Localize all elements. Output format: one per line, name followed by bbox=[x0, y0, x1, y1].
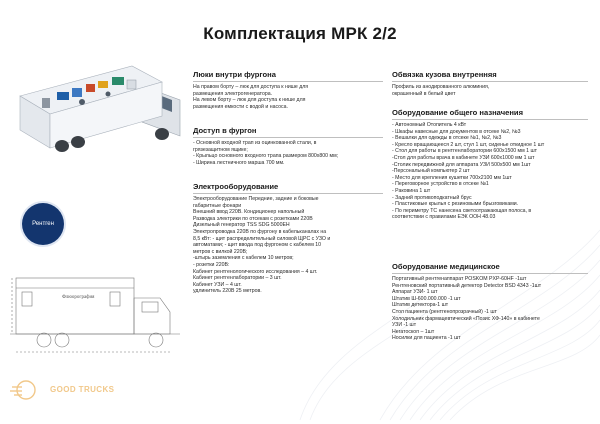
text-line: УЗИ -1 шт bbox=[392, 322, 417, 329]
text-line: Дизельный генератор TSS SDG 5000EH bbox=[193, 222, 290, 229]
text-line: - Стол для работы в рентгенлаборатории 600х1500 мм 1 шт bbox=[392, 148, 537, 155]
text-line: Разводка электрики по отсекам с розетками 220В bbox=[193, 215, 313, 222]
truck-interior-illustration bbox=[12, 56, 186, 156]
text-line: метров с вилкой 220В; bbox=[193, 248, 248, 255]
xray-badge: Рентген bbox=[22, 203, 64, 245]
text-line: На левом борту – люк для доступа к нише для bbox=[193, 97, 306, 104]
text-line: - По периметру ТС нанесена светоотражающая полоса, в bbox=[392, 207, 532, 214]
text-line: 8,5 кВт: - щит распределительный силовой ЩРС с УЗО и bbox=[193, 235, 331, 242]
text-line: Негатоскоп – 1шт bbox=[392, 328, 435, 335]
section-heading: Электрооборудование bbox=[193, 182, 383, 194]
text-line: размещения емкости с водой и насоса. bbox=[193, 103, 288, 110]
text-line: - Шкафы навесные для документов в отсеке №2, №3 bbox=[392, 128, 521, 135]
text-line: - Задний противоподкатный брус bbox=[392, 194, 472, 201]
truck-sign: Флюорография bbox=[62, 295, 95, 300]
text-line: Штатив детектора-1 шт bbox=[392, 302, 449, 309]
text-line: -Столик передвижной для аппарата УЗИ 500х500 мм 1шт bbox=[392, 161, 531, 168]
text-line: - Пластиковые крылья с резиновыми брызговиками. bbox=[392, 201, 519, 208]
text-line: Кабинет рентгенлаборатории – 3 шт. bbox=[193, 275, 282, 282]
text-line: -штырь заземления с кабелем 10 метров; bbox=[193, 255, 294, 262]
text-line: Внешний ввод 220В. Кондиционер напольный bbox=[193, 209, 305, 216]
text-line: размещения электрогенератора. bbox=[193, 90, 273, 97]
text-line: Рентгеновский портативный детектор Detector BSD 4343 -1шт bbox=[392, 282, 542, 289]
section-heading: Оборудование общего назначения bbox=[392, 108, 588, 120]
text-line: На правом борту – люк для доступа к нише для bbox=[193, 84, 309, 90]
text-line: - Автономный Отопитель 4 кВт bbox=[392, 122, 467, 128]
section-medical-equipment bbox=[392, 262, 588, 342]
text-line: Профиль из анодированного алюминия, bbox=[392, 84, 490, 90]
logo-text: GOOD TRUCKS bbox=[50, 385, 115, 394]
text-line: - Переговорное устройство в отсеке №1 bbox=[392, 181, 489, 188]
section-heading: Люки внутри фургона bbox=[193, 70, 383, 82]
section-hatches bbox=[193, 70, 383, 110]
text-line: Аппарат УЗИ- 1 шт bbox=[392, 289, 438, 296]
section-frame bbox=[392, 70, 588, 97]
text-line: -Персональный компьютер 2 шт bbox=[392, 168, 470, 175]
text-line: автоматами; - щит ввода под фургоном с кабелем 10 bbox=[193, 242, 322, 249]
text-line: Портативный рентгенаппарат POSKOM PXP-60HF -1шт bbox=[392, 276, 527, 282]
text-line: грязезащитном ящике; bbox=[193, 146, 248, 153]
text-line: габаритные фонари bbox=[193, 202, 242, 209]
text-line: окрашенный в белый цвет bbox=[392, 90, 456, 97]
text-line: - Кресло вращающееся 2 шт, стул 1 шт, сиденье откидное 1 шт bbox=[392, 141, 545, 148]
page-title: Комплектация МРК 2/2 bbox=[203, 24, 397, 43]
text-line: - Основной входной трап из оцинкованной стали, в bbox=[193, 140, 317, 146]
text-line: -Стол для работы врача в кабинете УЗИ 600х1000 мм 1 шт bbox=[392, 154, 535, 161]
text-line: - Вешалки для одежды в отсеке №1, №2, №3 bbox=[392, 135, 502, 142]
truck-side-drawing bbox=[10, 268, 182, 358]
text-line: Штатив Ш-600.000.000 -1 шт bbox=[392, 295, 461, 302]
text-line: Кабинет рентгенологического исследования – 4 шт. bbox=[193, 268, 318, 275]
section-access bbox=[193, 126, 383, 166]
text-line: Электропроводка 220В по фургону в кабельканалах на bbox=[193, 228, 327, 235]
section-heading: Доступ в фургон bbox=[193, 126, 383, 138]
text-line: соответствии с правилами ЕЭК ООН 48.03 bbox=[392, 214, 496, 221]
text-line: Носилки для пациента -1 шт bbox=[392, 335, 461, 342]
text-line: Стол пациента (рентгенопрозрачный) -1 шт bbox=[392, 308, 497, 315]
text-line: - Раковина 1 шт bbox=[392, 187, 431, 194]
section-general-equipment bbox=[392, 108, 588, 221]
text-line: - Крыльцо основного входного трапа размером 800х800 мм; bbox=[193, 153, 339, 160]
text-line: - розетки 220В: bbox=[193, 261, 230, 268]
text-line: удлинитель 220В 25 метров. bbox=[193, 288, 262, 295]
text-line: - Ширина лестничного марша 700 мм. bbox=[193, 159, 285, 166]
section-electrical bbox=[193, 182, 383, 295]
section-heading: Обвязка кузова внутренняя bbox=[392, 70, 588, 82]
text-line: Холодильник фармацевтический «Позис ХФ-140» в кабинете bbox=[392, 315, 540, 322]
text-line: - Место для крепления кушетки 700х2100 мм 1шт bbox=[392, 174, 512, 181]
text-line: Кабинет УЗИ – 4 шт. bbox=[193, 281, 242, 288]
text-line: Электрооборудование Передние, задние и боковые bbox=[193, 196, 319, 202]
section-heading: Оборудование медицинское bbox=[392, 262, 588, 274]
